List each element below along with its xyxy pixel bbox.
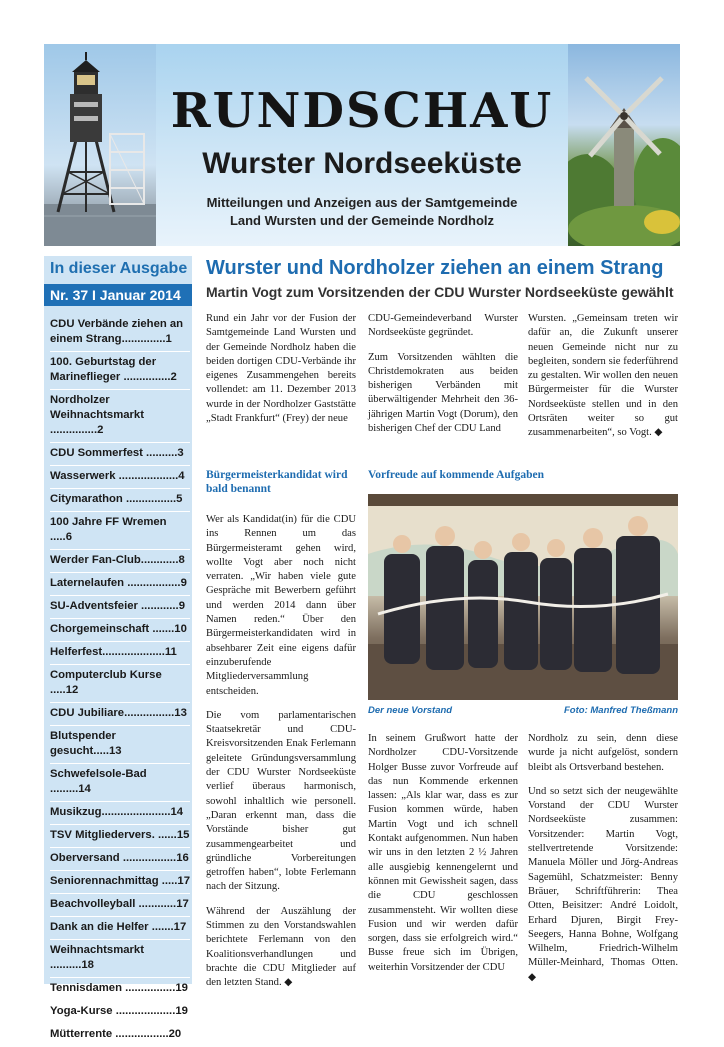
toc-item: Mütterrente .................20 (50, 1024, 190, 1047)
paragraph: Zum Vorsitzenden wählten die Christdemokraten aus beiden bisherigen Verbänden mit überwältigender Mehrheit den 36-jährigen Martin Vogt (Dorum), den bisherigen Chef der CDU Land (368, 351, 518, 435)
toc-item: Blutspender gesucht.....13 (50, 726, 190, 764)
paragraph: CDU-Gemeindeverband Wurster Nordseeküste gegründet. (368, 313, 518, 339)
toc-item: Laternelaufen .................9 (50, 573, 190, 596)
toc-item: Seniorennachmittag .....17 (50, 871, 190, 894)
toc-item: CDU Jubiliare................13 (50, 703, 190, 726)
photo-caption: Der neue Vorstand (368, 705, 453, 716)
board-group-photo (368, 494, 678, 700)
article-headline: Wurster und Nordholzer ziehen an einem Strang (206, 257, 664, 279)
toc-item: Oberversand .................16 (50, 848, 190, 871)
toc-item: Dank an die Helfer .......17 (50, 917, 190, 940)
article-column-1-top (206, 312, 356, 436)
tagline-line-2: Land Wursten und der Gemeinde Nordholz (229, 213, 495, 228)
toc-item: 100. Geburtstag der Marineflieger ...............2 (50, 352, 190, 390)
article-subheadline: Martin Vogt zum Vorsitzenden der CDU Wurster Nordseeküste gewählt (206, 284, 674, 300)
toc-item: Weihnachtsmarkt ..........18 (50, 940, 190, 978)
paragraph: Wer als Kandidat(in) für die CDU ins Rennen um das Bürgermeisteramt gehen wird, wollte Vogt aber noch nicht verraten. „Wir haben viele gute Gespräche mit Bewerbern geführt und werden 2014 dann über Namen reden.“ Über den Bürgermeisterkandidaten wird in absehbarer Zeit eine eigens dafür einzuberufende Mitgliederversammlung entscheiden. (206, 514, 356, 697)
toc-item: TSV Mitgliedervers. ......15 (50, 825, 190, 848)
toc-item: Musikzug......................14 (50, 802, 190, 825)
toc-item: CDU Verbände ziehen an einem Strang..............1 (50, 314, 190, 352)
lighthouse-photo (44, 44, 156, 246)
toc-heading: In dieser Ausgabe (50, 260, 188, 277)
issue-number: Nr. 37 I Januar 2014 (44, 284, 192, 306)
toc-item: Citymarathon ................5 (50, 489, 190, 512)
tagline-line-1: Mitteilungen und Anzeigen aus der Samtgemeinde (206, 195, 518, 210)
windmill-photo (568, 44, 680, 246)
paragraph: Wursten. „Gemeinsam treten wir dafür an, die Zukunft unserer neuen Gemeinde nicht nur zu begleiten, sondern sie federführend zu gestalten. Wir wollen den neuen Bürgermeister für die Wurster Nordseeküste stellen und in den Ortsräten weiter so gut zusammenarbeiten“, so Vogt. ◆ (528, 313, 678, 439)
paragraph: Rund ein Jahr vor der Fusion der Samtgemeinde Land Wursten und der Gemeinde Nordholz haben die beiden dortigen CDU-Verbände ihr eigenes Zusammengehen bereits vollendet: am 11. Dezember 2013 wurde in der Nordholzer Gaststätte „Stadt Frankfurt“ (Frey) der neue (206, 313, 356, 425)
newspaper-tagline (162, 194, 562, 230)
masthead (44, 44, 680, 246)
paragraph: Während der Auszählung der Stimmen zu den Vorstandswahlen berichtete Ferlemann von den Koalitionsverhandlungen und brachte die CDU Mitglieder auf den letzten Stand. ◆ (206, 905, 356, 989)
table-of-contents (44, 256, 192, 1040)
toc-item: CDU Sommerfest ..........3 (50, 443, 190, 466)
toc-item: SU-Adventsfeier ............9 (50, 596, 190, 619)
toc-item: Werder Fan-Club............8 (50, 550, 190, 573)
toc-list (50, 314, 190, 1047)
section-heading-outlook: Vorfreude auf kommende Aufgaben (368, 469, 545, 481)
newspaper-title: RUNDSCHAU (170, 83, 554, 139)
article-column-3-top (528, 312, 678, 451)
toc-item: Computerclub Kurse .....12 (50, 665, 190, 703)
toc-item: Yoga-Kurse ...................19 (50, 1001, 190, 1024)
paragraph: In seinem Grußwort hatte der Nordholzer CDU-Vorsitzende Holger Busse zuvor Vorfreude auf das nun Kommende erkennen lassen: „Als klar war, dass es zur Fusion kommen würde, haben Martin Vogt und ich schnell Kontakt aufgenommen. Nun haben wir uns in den letzten 2 ½ Jahren alle ausgiebig kennengelernt und können mit Gewissheit sagen, dass die CDU geschlossen zusammensteht. Wir wollten diese Fusion und wir werden dafür sorgen, dass sie erfolgreich wird.“ Busse freue sich im Übrigen, weiterhin Vorsitzender der CDU (368, 733, 518, 973)
toc-item: Beachvolleyball ............17 (50, 894, 190, 917)
toc-item: Schwefelsole-Bad .........14 (50, 764, 190, 802)
toc-item: Helferfest....................11 (50, 642, 190, 665)
paragraph: Die vom parlamentarischen Staatsekretär und CDU-Kreisvorsitzenden Enak Ferlemann geleitete Gründungsversammlung der CDU Wurster Nordseeküste verlief überaus harmonisch, sowohl inhaltlich wie personell. „Daran erkennt man, dass die Vorstände bisher gut zusammengearbeitet und gründliche Vorbereitungen getroffen haben“, lobte Ferlemann nach der Sitzung. (206, 709, 356, 893)
photo-credit: Foto: Manfred Theßmann (564, 705, 678, 716)
toc-item: Wasserwerk ...................4 (50, 466, 190, 489)
toc-item: Tennisdamen ................19 (50, 978, 190, 1001)
paragraph: Und so setzt sich der neugewählte Vorstand der CDU Wurster Nordseeküste zusammen: Vorsitzender: Martin Vogt, stellvertretende Vorsitzende: Manuela Möller und Jörg-Andreas Sagemühl, Schatzmeister: Benny Bräuer, Schriftführerin: Thea Otten, Beisitzer: André Loidolt, Erhard Djuren, Birgit Frey-Seegers, Hanna Bohne, Wolfgang Wilhelm, Friedrich-Wilhelm Müller-Meinhard, Thomas Otten. ◆ (528, 785, 678, 983)
article-column-1-bottom (206, 513, 356, 1001)
article-column-3-bottom (528, 732, 678, 995)
article-column-2-bottom (368, 732, 518, 985)
toc-item: Chorgemeinschaft .......10 (50, 619, 190, 642)
toc-item: Nordholzer Weihnachtsmarkt ...............2 (50, 390, 190, 443)
section-heading-candidate: Bürgermeisterkandidat wird bald benannt (206, 469, 348, 495)
newspaper-subtitle: Wurster Nordseeküste (202, 147, 522, 180)
paragraph: Nordholz zu sein, denn diese wurde ja nicht aufgelöst, sondern bleibt als Ortsverband bestehen. (528, 733, 678, 773)
toc-item: 100 Jahre FF Wremen .....6 (50, 512, 190, 550)
article-column-2-top (368, 312, 518, 446)
